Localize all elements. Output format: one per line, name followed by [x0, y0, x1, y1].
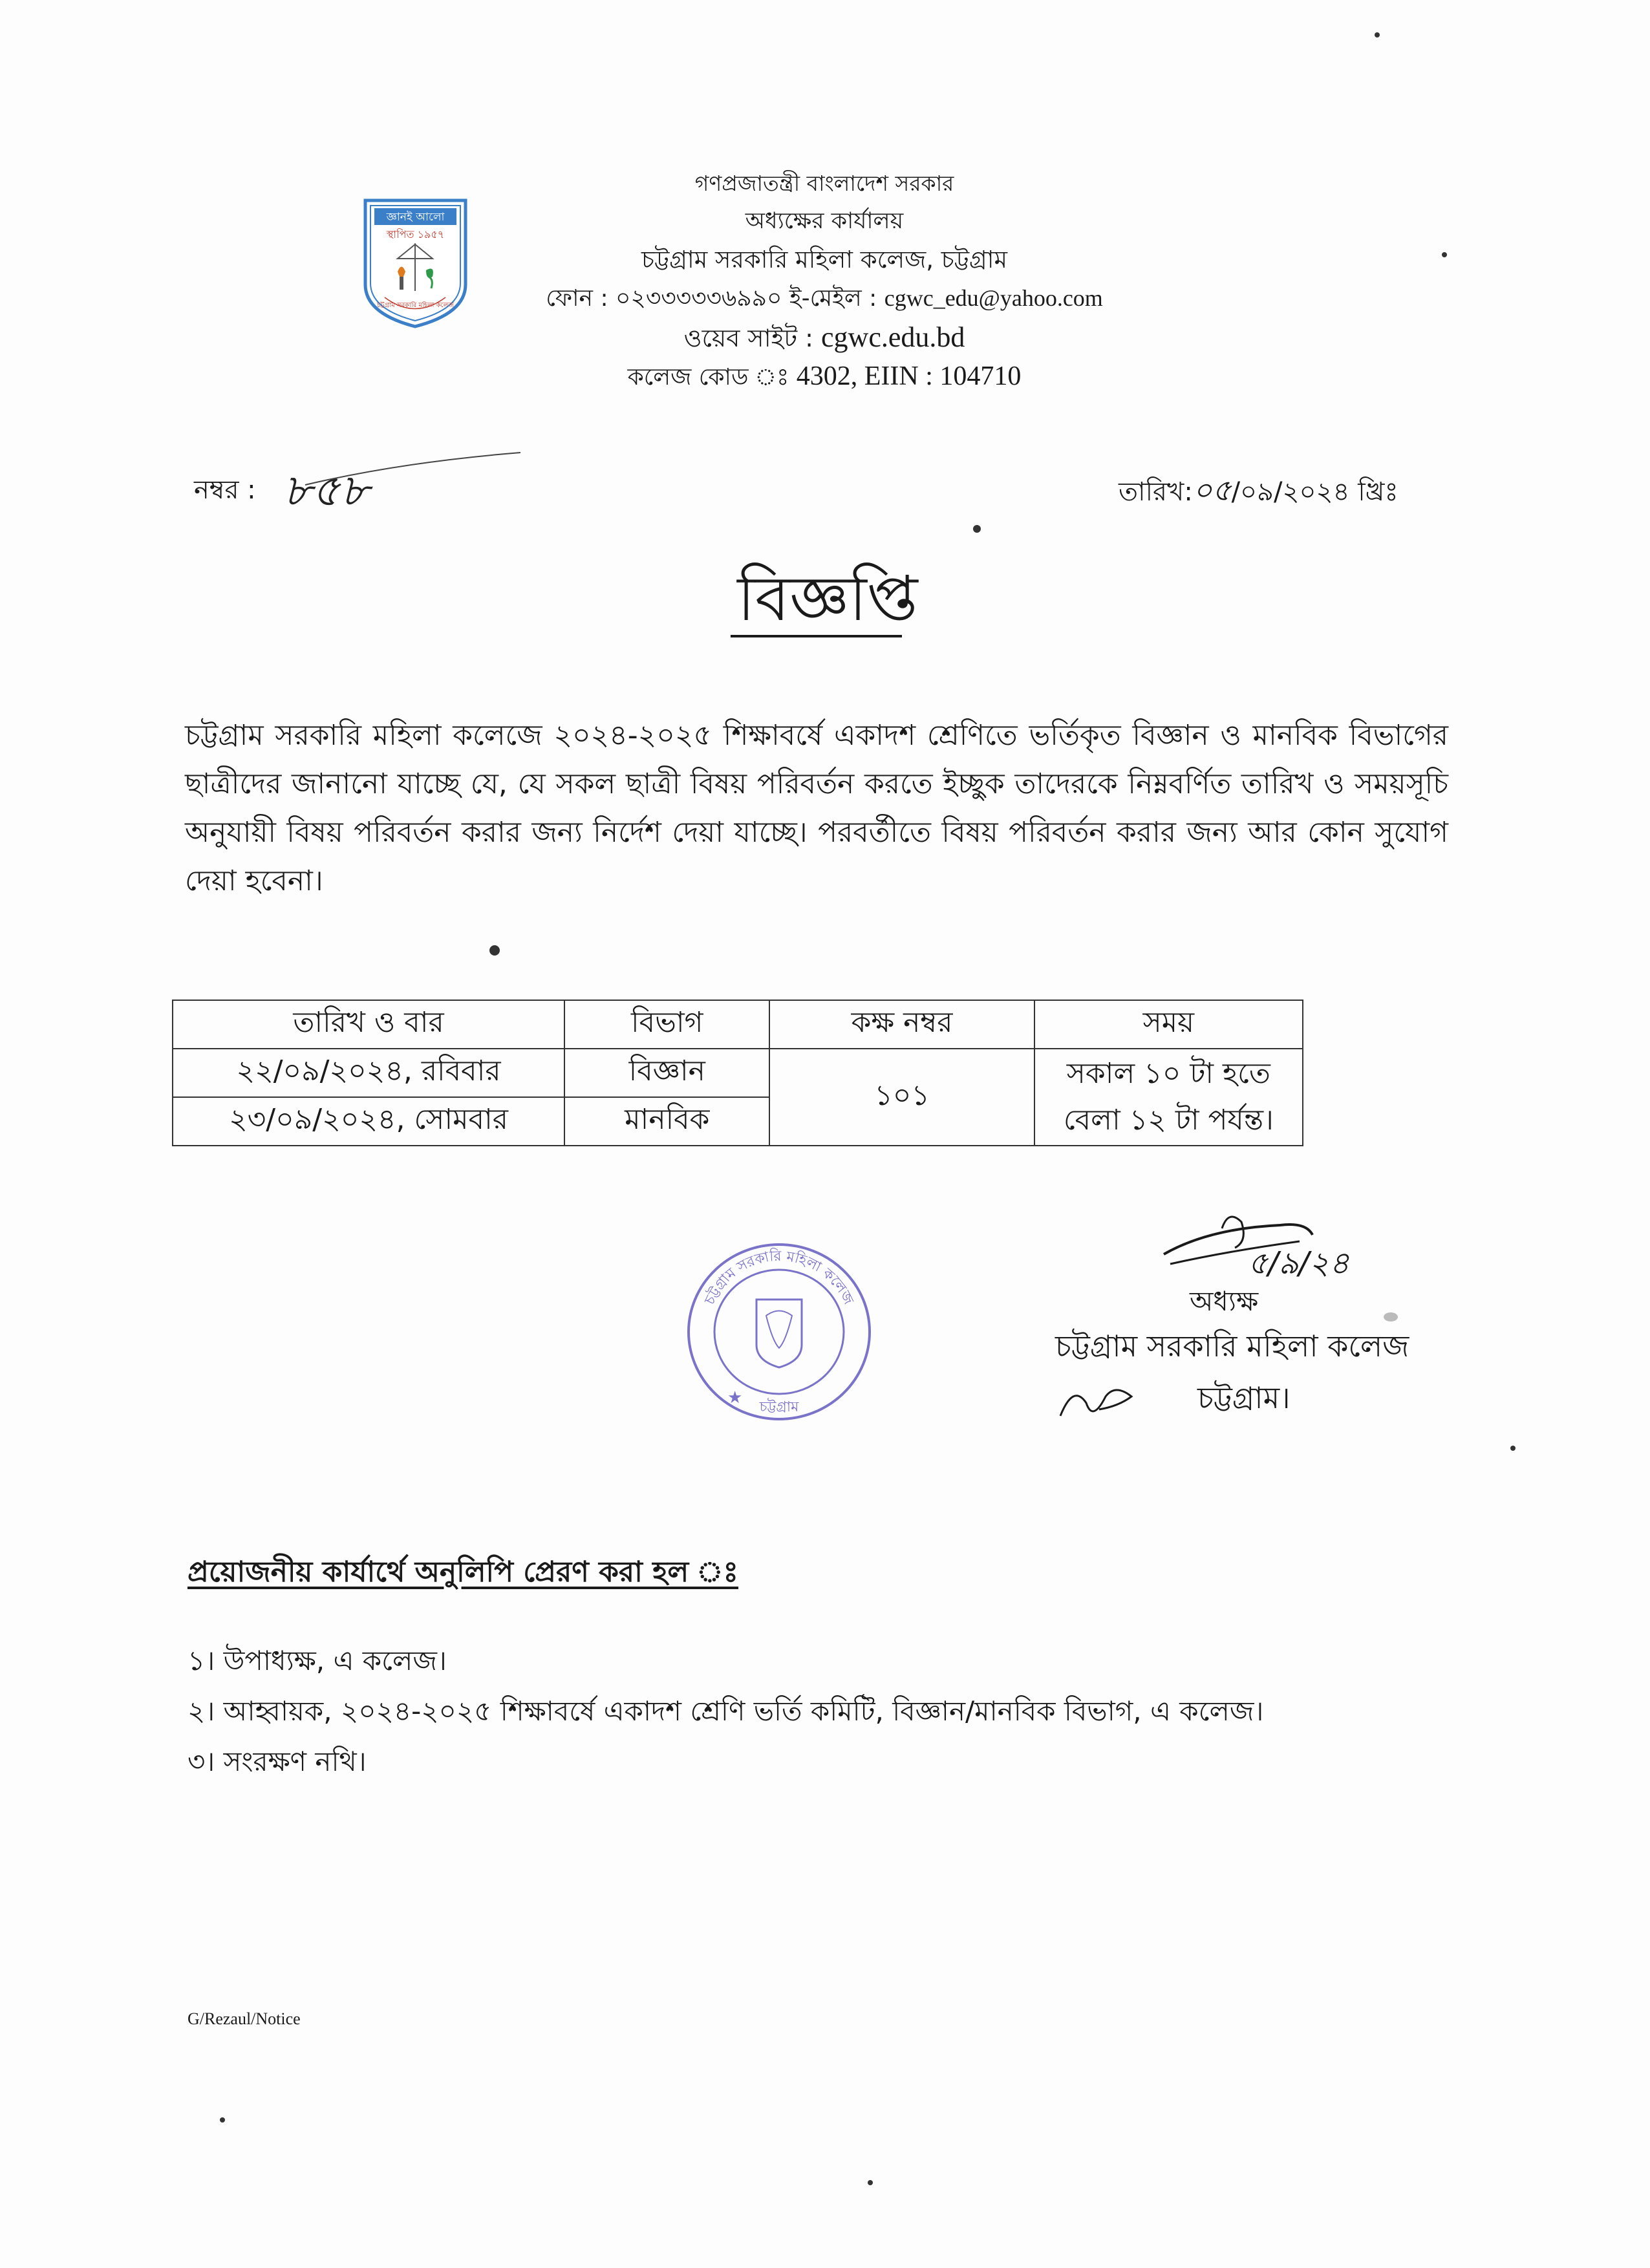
header-code: 4302, EIIN : 104710: [796, 361, 1022, 391]
date-rest: /০৯/২০২৪ খ্রিঃ: [1231, 477, 1398, 507]
scan-speck: [220, 2117, 225, 2123]
signature-date: ৫/৯/২৪: [1248, 1245, 1349, 1281]
notice-body: চট্টগ্রাম সরকারি মহিলা কলেজে ২০২৪-২০২৫ শিক্ষাবর্ষে একাদশ শ্রেণিতে ভর্তিকৃত বিজ্ঞান ও মানবিক বিভাগের ছাত্রীদের জানানো যাচ্ছে যে, যে সকল ছাত্রী বিষয় পরিবর্তন করতে ইচ্ছুক তাদেরকে নিম্নবর্ণিত তারিখ ও সময়সূচি অনুযায়ী বিষয় পরিবর্তন করার জন্য নির্দেশ দেয়া যাচ্ছে। পরবর্তীতে বিষয় পরিবর্তন করার জন্য আর কোন সুযোগ দেয়া হবেনা।: [185, 719, 1448, 897]
header-code-label: কলেজ কোড ঃ: [627, 364, 797, 390]
signature-organization: চট্টগ্রাম সরকারি মহিলা কলেজ: [1055, 1329, 1409, 1364]
header-website-label: ওয়েব সাইট :: [683, 324, 822, 352]
header-office: অধ্যক্ষের কার্যালয়: [745, 208, 904, 234]
seal-ring-text: চট্টগ্রাম সরকারি মহিলা কলেজ: [702, 1248, 857, 1307]
scan-speck: [1510, 1446, 1516, 1451]
table-cell-dept: মানবিক: [564, 1097, 769, 1146]
table-cell-time: [1034, 1049, 1303, 1146]
scan-speck: [868, 2180, 873, 2185]
time-line-2: বেলা ১২ টা পর্যন্ত।: [1063, 1104, 1274, 1137]
table-header-room: কক্ষ নম্বর: [769, 1000, 1034, 1049]
time-line-1: সকাল ১০ টা হতে: [1066, 1057, 1270, 1090]
schedule-table: [172, 1000, 1303, 1146]
distribution-item: ১। উপাধ্যক্ষ, এ কলেজ।: [188, 1645, 447, 1676]
footer-reference: G/Rezaul/Notice: [188, 2009, 301, 2028]
table-row: [173, 1049, 1303, 1097]
memo-pen-stroke: [304, 449, 524, 488]
header-college: চট্টগ্রাম সরকারি মহিলা কলেজ, চট্টগ্রাম: [641, 246, 1008, 273]
header-website[interactable]: cgwc.edu.bd: [821, 321, 965, 353]
scan-speck: [489, 945, 500, 956]
seal-star-icon: ★: [727, 1388, 743, 1407]
header-phone-label: ফোন : ০২৩৩৩৩৩৬৯৯০ ই-মেইল :: [546, 285, 884, 312]
date-line: [1119, 468, 1398, 517]
distribution-heading: প্রয়োজনীয় কার্যার্থে অনুলিপি প্রেরণ করা হল ঃ: [188, 1556, 738, 1589]
table-cell-date: ২৩/০৯/২০২৪, সোমবার: [173, 1097, 564, 1146]
table-header-date: তারিখ ও বার: [173, 1000, 564, 1049]
scan-speck: [1442, 252, 1447, 257]
title-underline: [731, 635, 902, 637]
date-day: ০৫: [1192, 473, 1232, 508]
memo-label: নম্বর :: [194, 475, 256, 505]
scan-speck: [973, 525, 981, 533]
signature-city: চট্টগ্রাম।: [1197, 1380, 1291, 1415]
signature-designation: অধ্যক্ষ: [1190, 1285, 1259, 1317]
logo-ring-text: চট্টগ্রাম সরকারি মহিলা কলেজ: [377, 302, 454, 309]
logo-top-text: জ্ঞানই আলো: [386, 211, 445, 224]
header-email[interactable]: cgwc_edu@yahoo.com: [884, 285, 1103, 311]
notice-title: বিজ্ঞপ্তি: [737, 562, 918, 635]
scan-speck: [1384, 1312, 1398, 1321]
seal-bottom-text: চট্টগ্রাম: [759, 1399, 799, 1415]
distribution-item: ৩। সংরক্ষণ নথি।: [188, 1746, 367, 1777]
table-cell-room: ১০১: [769, 1049, 1034, 1146]
header-contact: [453, 281, 1196, 319]
table-header-row: [173, 1000, 1303, 1049]
distribution-item: ২। আহ্বায়ক, ২০২৪-২০২৫ শিক্ষাবর্ষে একাদশ শ্রেণি ভর্তি কমিটি, বিজ্ঞান/মানবিক বিভাগ, এ কলেজ।: [188, 1695, 1264, 1727]
table-cell-date: ২২/০৯/২০২৪, রবিবার: [173, 1049, 564, 1097]
header-code-line: [453, 359, 1196, 398]
memo-number: ৮৫৮: [283, 465, 369, 517]
scan-speck: [1375, 32, 1380, 37]
table-cell-dept: বিজ্ঞান: [564, 1049, 769, 1097]
date-label: তারিখ:: [1119, 477, 1193, 507]
table-header-dept: বিভাগ: [564, 1000, 769, 1049]
logo-established-text: স্থাপিত ১৯৫৭: [386, 228, 445, 241]
header-website-line: [453, 319, 1196, 361]
header-government: গণপ্রজাতন্ত্রী বাংলাদেশ সরকার: [694, 171, 954, 196]
official-seal: [682, 1238, 876, 1426]
table-header-time: সময়: [1034, 1000, 1303, 1049]
initial-signature: [1054, 1377, 1144, 1429]
principal-signature: [1151, 1203, 1358, 1293]
